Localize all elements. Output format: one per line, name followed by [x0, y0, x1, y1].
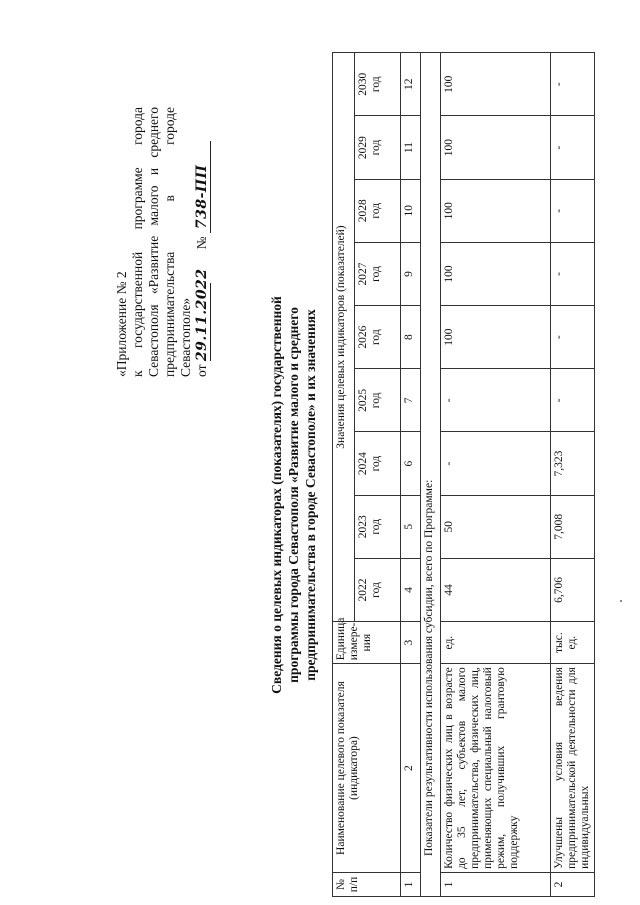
- row-unit: тыс. ед.: [551, 622, 595, 664]
- row-value: -: [551, 53, 595, 116]
- row-value: 7,008: [551, 495, 595, 558]
- from-prefix: от: [194, 364, 209, 377]
- row-value: 100: [441, 116, 551, 179]
- col-number: 1: [401, 872, 421, 896]
- row-value: -: [441, 369, 551, 432]
- col-number: 11: [401, 116, 421, 179]
- row-value: -: [441, 432, 551, 495]
- row-num: 2: [551, 872, 595, 896]
- header-num: № п/п: [333, 872, 401, 896]
- row-value: -: [551, 369, 595, 432]
- col-number: 3: [401, 622, 421, 664]
- col-number: 5: [401, 495, 421, 558]
- indicators-table: [332, 52, 595, 897]
- header-unit: Единица измере-ния: [333, 622, 401, 664]
- header-year: 2027 год: [355, 242, 401, 305]
- header-name: Наименование целевого показателя (индикатора): [333, 664, 401, 873]
- row-value: -: [551, 179, 595, 242]
- annex-block: [114, 107, 211, 377]
- header-year: 2022 год: [355, 558, 401, 621]
- number-prefix: №: [194, 236, 209, 250]
- col-number: 10: [401, 179, 421, 242]
- row-name: Улучшены условия ведения предпринимательской деятельности для индивидуальных: [551, 664, 595, 873]
- row-unit: ед.: [441, 622, 551, 664]
- col-number: 9: [401, 242, 421, 305]
- header-year: 2030 год: [355, 53, 401, 116]
- row-value: -: [551, 306, 595, 369]
- table-row: [441, 53, 551, 897]
- table-row: [551, 53, 595, 897]
- row-value: -: [551, 116, 595, 179]
- annex-line-2: к государственной программе города: [130, 107, 145, 377]
- col-number: 2: [401, 664, 421, 873]
- section-title: Показатели результативности использования субсидии, всего по Программе:: [421, 53, 441, 897]
- handwritten-date: 29.11.2022: [194, 268, 210, 362]
- col-number: 6: [401, 432, 421, 495]
- row-value: -: [551, 242, 595, 305]
- title-line-2: программы города Севастополя «Развитие малого и среднего: [286, 307, 301, 683]
- row-value: 100: [441, 179, 551, 242]
- row-num: 1: [441, 872, 551, 896]
- row-value: 100: [441, 306, 551, 369]
- row-value: 100: [441, 242, 551, 305]
- scan-speck: [620, 600, 622, 602]
- row-value: 7,323: [551, 432, 595, 495]
- row-value: 6,706: [551, 558, 595, 621]
- annex-line-5: Севастополе»: [178, 297, 193, 377]
- header-year: 2023 год: [355, 495, 401, 558]
- row-name: Количество физических лиц в возрасте до 35 лет, субъектов малого предпринимательства, физических лиц, применяющих специальный налоговый режим, получивших грантовую поддержку: [441, 664, 551, 873]
- annex-date-line: [194, 107, 211, 377]
- header-year: 2029 год: [355, 116, 401, 179]
- header-values-group: Значения целевых индикаторов (показателей): [333, 53, 355, 622]
- annex-line-3: Севастополя «Развитие малого и среднего: [146, 107, 161, 377]
- row-value: 50: [441, 495, 551, 558]
- header-year: 2026 год: [355, 306, 401, 369]
- title-line-3: предпринимательства в городе Севастополе» и их значениях: [303, 309, 318, 681]
- annex-line-4: предпринимательства в городе: [162, 107, 177, 377]
- header-year: 2028 год: [355, 179, 401, 242]
- col-number: 4: [401, 558, 421, 621]
- document-title: [268, 235, 319, 755]
- col-number: 8: [401, 306, 421, 369]
- col-number: 7: [401, 369, 421, 432]
- row-value: 100: [441, 53, 551, 116]
- col-number: 12: [401, 53, 421, 116]
- header-year: 2025 год: [355, 369, 401, 432]
- header-year: 2024 год: [355, 432, 401, 495]
- title-line-1: Сведения о целевых индикаторах (показателях) государственной: [269, 296, 284, 694]
- row-value: 44: [441, 558, 551, 621]
- annex-line-1: «Приложение № 2: [114, 271, 129, 377]
- handwritten-number: 738-ПП: [194, 141, 211, 233]
